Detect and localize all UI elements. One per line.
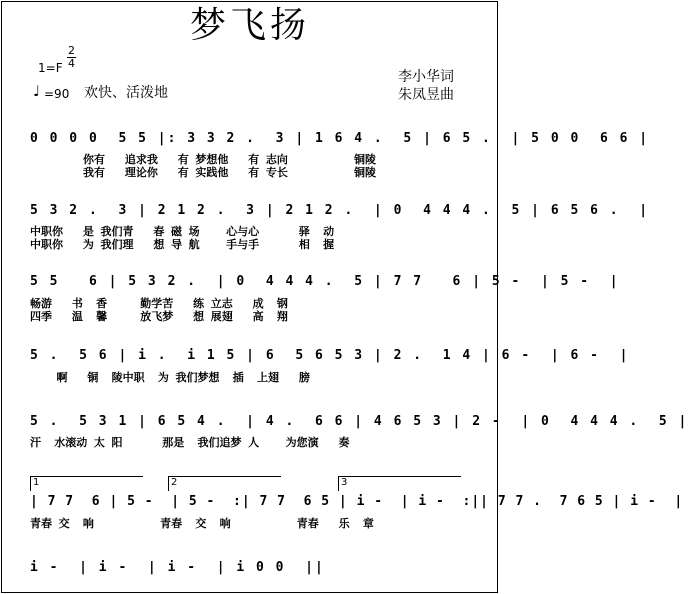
time-signature-numerator: 2 (68, 44, 75, 57)
quarter-note-icon: ♩ (33, 82, 41, 100)
lyrics-row-1-verse-2: 我有 理论你 有 实践他 有 专长 铜陵 (30, 166, 377, 179)
notation-row-1: 0 0 0 0 5 5 |: 3 3 2 . 3 | 1 6 4 . 5 | 6 5 . | 5 0 0 6 6 | (30, 131, 650, 146)
notation-row-7: i - | i - | i - | i 0 0 || (30, 560, 325, 575)
volta-3: 3 (338, 476, 461, 491)
lyrics-row-4: 啊 铜 陵中职 为 我们梦想 插 上翅 膀 (30, 371, 310, 384)
lyrics-row-3-verse-1: 畅游 书 香 勤学苦 练 立志 成 钢 (30, 297, 288, 310)
time-signature-denominator: 4 (68, 57, 75, 70)
lyrics-row-2-verse-2: 中职你 为 我们理 想 导 航 手与手 相 握 (30, 238, 335, 251)
composer: 朱凤昱曲 (398, 87, 454, 103)
volta-1: 1 (30, 476, 143, 491)
notation-row-2: 5 3 2 . 3 | 2 1 2 . 3 | 2 1 2 . | 0 4 4 4 . 5 | 6 5 6 . | (30, 203, 650, 218)
tempo-mark: 欢快、活泼地 (84, 85, 168, 101)
lyrics-row-3-verse-2: 四季 温 馨 放飞梦 想 展翅 高 翔 (30, 310, 288, 323)
lyrics-row-5: 汗 水滚动 太 阳 那是 我们追梦 人 为您演 奏 (30, 436, 350, 449)
credits (398, 68, 454, 104)
lyrics-row-2-verse-1: 中职你 是 我们青 春 磁 场 心与心 驿 动 (30, 225, 335, 238)
notation-row-3: 5 5 6 | 5 3 2 . | 0 4 4 4 . 5 | 7 7 6 | 5 - | 5 - | (30, 274, 620, 289)
notation-row-6: | 7 7 6 | 5 - | 5 - :| 7 7 6 5 | i - | i - :|| 7 7 . 7 6 5 | i - | (30, 494, 684, 509)
lyricist: 李小华词 (398, 69, 454, 85)
volta-2: 2 (168, 476, 281, 491)
song-title: 梦飞扬 (189, 5, 310, 46)
lyrics-row-1-verse-1: 你有 追求我 有 梦想他 有 志向 铜陵 (30, 153, 377, 166)
lyrics-row-6: 青春 交 响 青春 交 响 青春 乐 章 (30, 517, 374, 530)
notation-row-5: 5 . 5 3 1 | 6 5 4 . | 4 . 6 6 | 4 6 5 3 | 2 - | 0 4 4 4 . 5 | (30, 414, 688, 429)
tempo-value: =90 (44, 87, 70, 101)
notation-row-4: 5 . 5 6 | i . i 1 5 | 6 5 6 5 3 | 2 . 1 4 | 6 - | 6 - | (30, 348, 630, 363)
time-signature (67, 45, 76, 70)
key-signature: 1=F (38, 61, 63, 75)
